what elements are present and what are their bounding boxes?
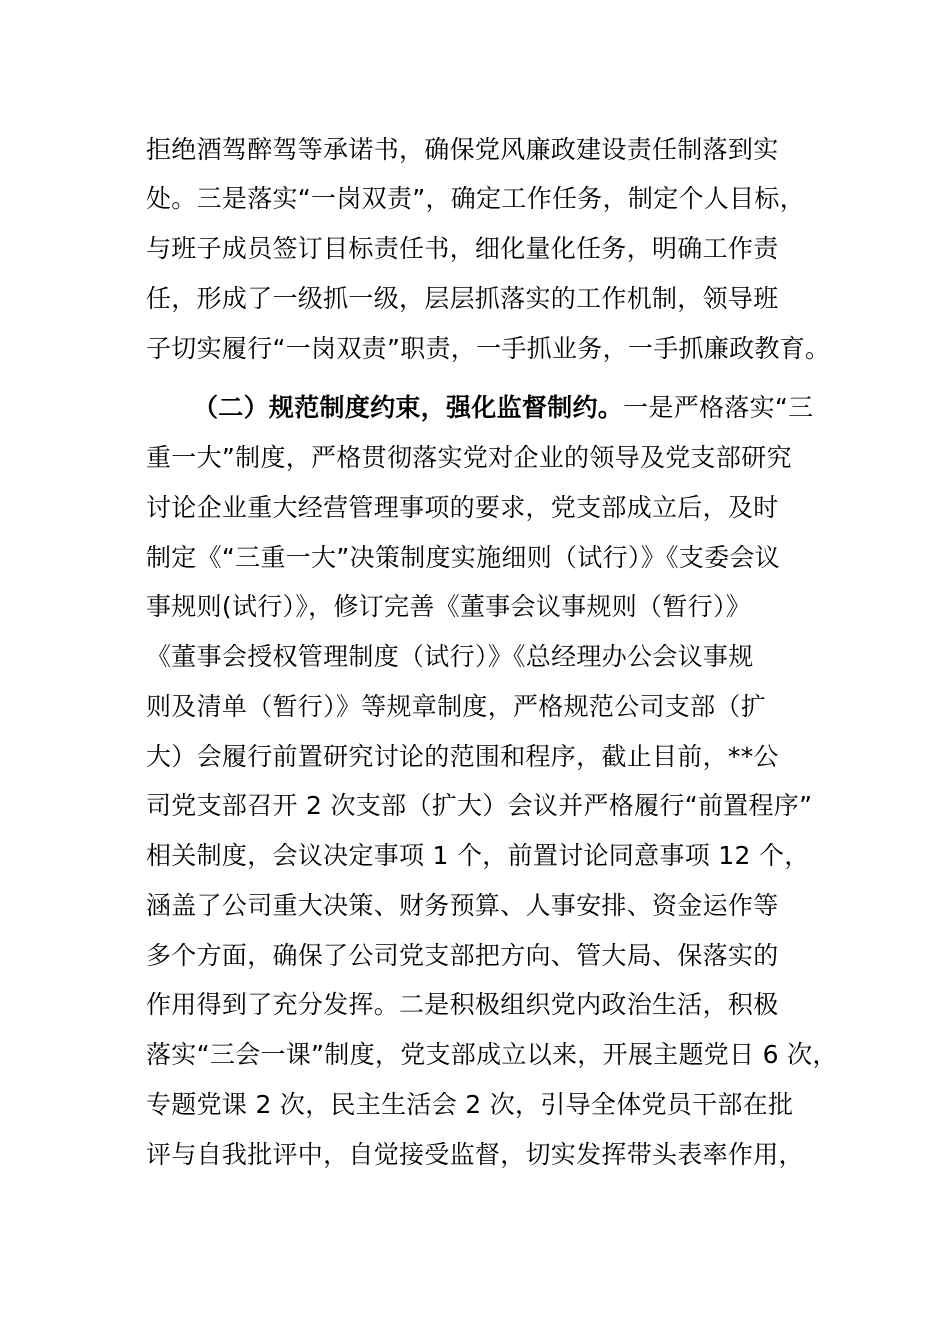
text-line: 事规则(试行）》，修订完善《董事会议事规则（暂行）》 <box>146 592 752 621</box>
text-line: 评与自我批评中，自觉接受监督，切实发挥带头表率作用， <box>146 1140 804 1169</box>
text-line: 作用得到了充分发挥。二是积极组织党内政治生活，积极 <box>146 990 779 1019</box>
text-line: 专题党课 2 次，民主生活会 2 次，引导全体党员干部在批 <box>146 1090 794 1119</box>
text-line: 多个方面，确保了公司党支部把方向、管大局、保落实的 <box>146 941 779 970</box>
text-line: 司党支部召开 2 次支部（扩大）会议并严格履行“前置程序” <box>146 791 813 820</box>
text-line: 拒绝酒驾醉驾等承诺书，确保党风廉政建设责任制落到实 <box>146 135 779 164</box>
text-line: 重一大”制度，严格贯彻落实党对企业的领导及党支部研究 <box>146 443 792 472</box>
text-line: 讨论企业重大经营管理事项的要求，党支部成立后，及时 <box>146 493 779 522</box>
text-line: 大）会履行前置研究讨论的范围和程序，截止目前，**公 <box>146 742 779 771</box>
section-heading-line <box>193 393 813 423</box>
text-line: 处。三是落实“一岗双责”，确定工作任务，制定个人目标， <box>146 184 806 213</box>
text-line: 任，形成了一级抓一级，层层抓落实的工作机制，领导班 <box>146 284 779 313</box>
text-line: 涵盖了公司重大决策、财务预算、人事安排、资金运作等 <box>146 891 779 920</box>
text-line: 制定《“三重一大”决策制度实施细则（试行）》《支委会议 <box>146 543 781 572</box>
text-line: 落实“三会一课”制度，党支部成立以来，开展主题党日 6 次， <box>146 1040 838 1069</box>
text-line: 《董事会授权管理制度（试行）》《总经理办公会议事规 <box>146 642 754 671</box>
text-segment: 一是严格落实“三 <box>623 393 814 422</box>
section-heading: （二）规范制度约束，强化监督制约。 <box>193 393 624 422</box>
text-line: 相关制度，会议决定事项 1 个，前置讨论同意事项 12 个， <box>146 841 810 870</box>
text-line: 与班子成员签订目标责任书，细化量化任务，明确工作责 <box>146 234 779 263</box>
text-line: 子切实履行“一岗双责”职责，一手抓业务，一手抓廉政教育。 <box>146 334 831 363</box>
text-line: 则及清单（暂行）》等规章制度，严格规范公司支部（扩 <box>146 692 767 721</box>
